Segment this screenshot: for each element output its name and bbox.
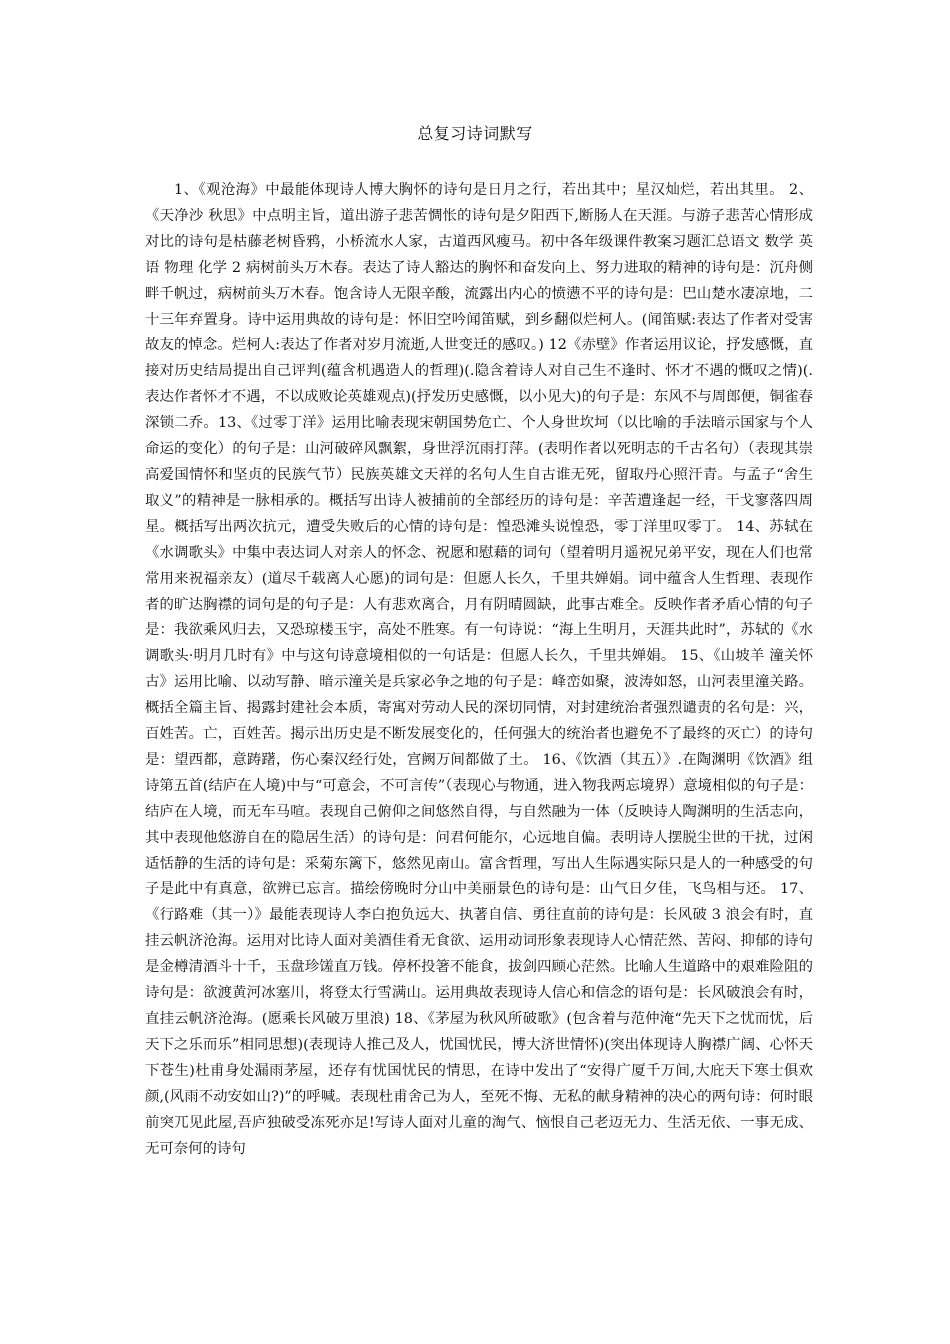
page-title: 总复习诗词默写	[417, 124, 533, 143]
body-paragraph: 1、《观沧海》中最能体现诗人博大胸怀的诗句是日月之行，若出其中；星汉灿烂，若出其里。 2、《天净沙 秋思》中点明主旨，道出游子悲苦惆怅的诗句是夕阳西下,断肠人在天涯。与游子悲苦心情形成对比的诗句是枯藤老树昏鸦，小桥流水人家，古道西风瘦马。初中各年级课件教案习题汇总语文 数学 英语 物理 化学 2 病树前头万木春。表达了诗人豁达的胸怀和奋发向上、努力进取的精神的诗句是：沉舟侧畔千帆过，病树前头万木春。饱含诗人无限辛酸，流露出内心的愤懑不平的诗句是：巴山楚水凄凉地，二十三年弃置身。诗中运用典故的诗句是：怀旧空吟闻笛赋，到乡翻似烂柯人。(闻笛赋:表达了作者对受害故友的悼念。烂柯人:表达了作者对岁月流逝,人世变迁的感叹。) 12《赤壁》作者运用议论，抒发感慨，直接对历史结局提出自己评判(蕴含机遇造人的哲理)(.隐含着诗人对自己生不逢时、怀才不遇的慨叹之情)(.表达作者怀才不遇，不以成败论英雄观点)(抒发历史感慨，以小见大)的句子是：东风不与周郎便，铜雀春深锁二乔。13、《过零丁洋》运用比喻表现宋朝国势危亡、个人身世坎坷（以比喻的手法暗示国家与个人命运的变化）的句子是：山河破碎风飘絮，身世浮沉雨打萍。(表明作者以死明志的千古名句）（表现其崇高爱国情怀和坚贞的民族气节）民族英雄文天祥的名句人生自古谁无死，留取丹心照汗青。与孟子“舍生取义”的精神是一脉相承的。概括写出诗人被捕前的全部经历的诗句是：辛苦遭逢起一经，干戈寥落四周星。概括写出两次抗元，遭受失败后的心情的诗句是：惶恐滩头说惶恐，零丁洋里叹零丁。 14、苏轼在《水调歌头》中集中表达词人对亲人的怀念、祝愿和慰藉的词句（望着明月遥祝兄弟平安，现在人们也常常用来祝福亲友）(道尽千载离人心愿)的词句是：但愿人长久，千里共婵娟。词中蕴含人生哲理、表现作者的旷达胸襟的词句是的句子是：人有悲欢离合，月有阴晴圆缺，此事古难全。反映作者矛盾心情的句子是：我欲乘风归去，又恐琼楼玉宇，高处不胜寒。有一句诗说：“海上生明月，天涯共此时”，苏轼的《水调歌头·明月几时有》中与这句诗意境相似的一句话是：但愿人长久，千里共婵娟。 15、《山坡羊 潼关怀古》运用比喻、以动写静、暗示潼关是兵家必争之地的句子是：峰峦如聚，波涛如怒，山河表里潼关路。概括全篇主旨、揭露封建社会本质，寄寓对劳动人民的深切同情，对封建统治者强烈谴责的名句是：兴，百姓苦。亡，百姓苦。揭示出历史是不断发展变化的，任何强大的统治者也避免不了最终的灭亡）的诗句是：望西都，意踌躇，伤心秦汉经行处，宫阙万间都做了土。 16、《饮酒（其五）》.在陶渊明《饮酒》组诗第五首(结庐在人境)中与“可意会，不可言传”（表现心与物通，进入物我两忘境界）意境相似的句子是：结庐在人境，而无车马喧。表现自己俯仰之间悠然自得，与自然融为一体（反映诗人陶渊明的生活志向，其中表现他悠游自在的隐居生活）的诗句是：问君何能尔，心远地自偏。表明诗人摆脱尘世的干扰，过闲适恬静的生活的诗句是：采菊东篱下，悠然见南山。富含哲理，写出人生际遇实际只是人的一种感受的句子是此中有真意，欲辨已忘言。描绘傍晚时分山中美丽景色的诗句是：山气日夕佳，飞鸟相与还。 17、《行路难（其一）》最能表现诗人李白抱负远大、执著自信、勇往直前的诗句是：长风破 3 浪会有时，直挂云帆济沧海。运用对比诗人面对美酒佳肴无食欲、运用动词形象表现诗人心情茫然、苦闷、抑郁的诗句是金樽清酒斗十千，玉盘珍馐直万钱。停杯投箸不能食，拔剑四顾心茫然。比喻人生道路中的艰难险阻的诗句是：欲渡黄河冰塞川，将登太行雪满山。运用典故表现诗人信心和信念的语句是：长风破浪会有时，直挂云帆济沧海。(愿乘长风破万里浪) 18、《茅屋为秋风所破歌》(包含着与范仲淹“先天下之忧而忧，后天下之乐而乐”相同思想)(表现诗人推己及人，忧国忧民，博大济世情怀)(突出体现诗人胸襟广阔、心怀天下苍生)杜甫身处漏雨茅屋，还存有忧国忧民的情思，在诗中发出了“安得广厦千万间,大庇天下寒士俱欢颜,(风雨不动安如山?)”的呼喊。表现杜甫舍己为人，至死不悔、无私的献身精神的决心的两句诗：何时眼前突兀见此屋,吾庐独破受冻死亦足!写诗人面对儿童的淘气、恼恨自己老迈无力、生活无依、一事无成、无可奈何的诗句	[145, 182, 813, 1157]
